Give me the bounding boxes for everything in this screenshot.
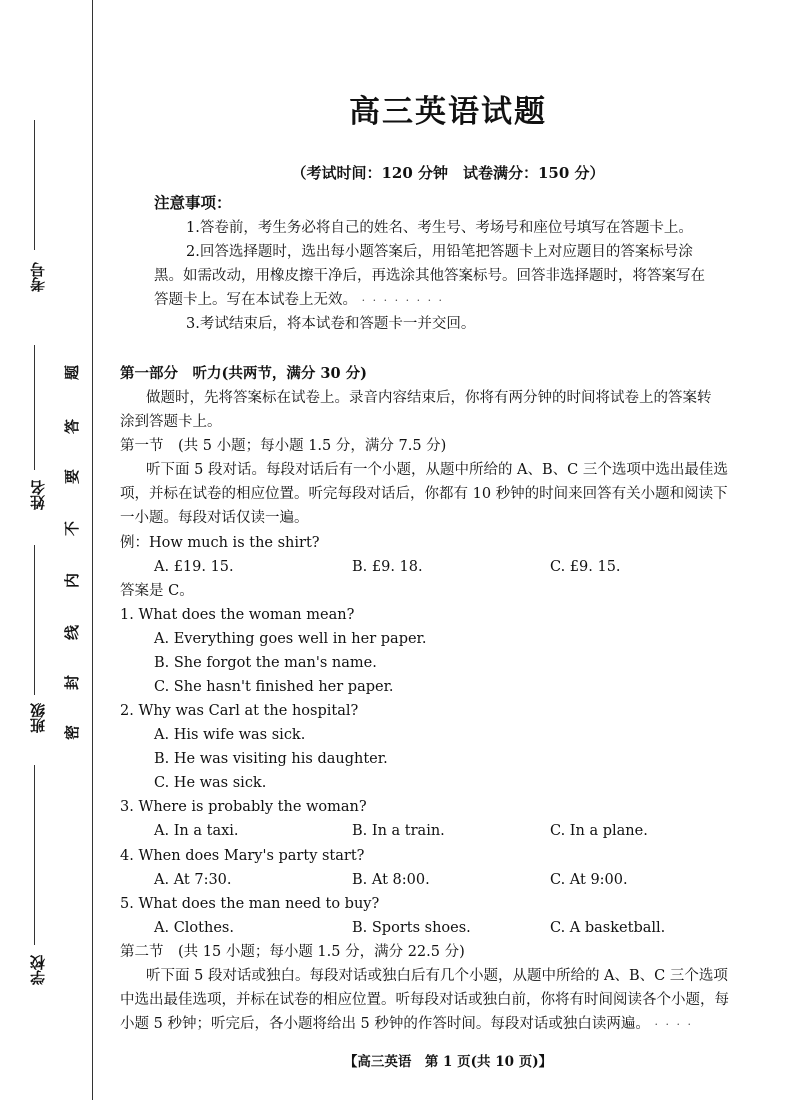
seal-char-3: 线	[63, 624, 82, 641]
seal-char-2: 封	[63, 674, 82, 691]
question-4: 4. When does Mary's party start?	[120, 848, 365, 864]
section1-intro-2: 项，并标在试卷的相应位置。听完每段对话后，你都有 10 秒钟的时间来回答有关小题和阅读下	[120, 486, 728, 502]
scan-smudge: · · · · · · · ·	[361, 294, 445, 307]
name-label: 姓名	[28, 480, 47, 510]
question-4-option-b: B. At 8:00.	[352, 872, 430, 888]
seal-char-6: 要	[63, 468, 82, 485]
question-2-option-b: B. He was visiting his daughter.	[154, 751, 388, 767]
example-option-a: A. £19. 15.	[154, 559, 234, 575]
part1-intro-1: 做题时，先将答案标在试卷上。录音内容结束后，你将有两分钟的时间将试卷上的答案转	[146, 390, 712, 406]
section1-heading: 第一节 (共 5 小题；每小题 1.5 分，满分 7.5 分)	[120, 438, 447, 454]
binding-field-class	[22, 703, 52, 737]
question-4-option-a: A. At 7:30.	[154, 872, 232, 888]
section2-heading: 第二节 (共 15 小题；每小题 1.5 分，满分 22.5 分)	[120, 944, 465, 960]
question-2-option-a: A. His wife was sick.	[154, 727, 306, 743]
question-1-option-b: B. She forgot the man's name.	[154, 655, 377, 671]
section1-intro-3: 一小题。每段对话仅读一遍。	[120, 510, 309, 526]
notice-line-3: 黑。如需改动，用橡皮擦干净后，再选涂其他答案标号。回答非选择题时，将答案写在	[154, 268, 705, 284]
question-3-option-b: B. In a train.	[352, 823, 445, 839]
part1-intro-2: 涂到答题卡上。	[120, 414, 222, 430]
seal-char-4: 内	[63, 572, 82, 589]
notice-line-5: 3.考试结束后，将本试卷和答题卡一并交回。	[186, 316, 476, 332]
notice-line-4: 答题卡上。写在本试卷上无效。 · · · · · · · ·	[154, 292, 445, 308]
section2-intro-3: 小题 5 秒钟；听完后，各小题将给出 5 秒钟的作答时间。每段对话或独白读两遍。 · · · ·	[120, 1016, 693, 1032]
example-answer: 答案是 C。	[120, 583, 194, 599]
example-option-b: B. £9. 18.	[352, 559, 423, 575]
question-3-option-c: C. In a plane.	[550, 823, 648, 839]
part1-heading: 第一部分 听力(共两节，满分 30 分)	[120, 365, 367, 382]
question-5-option-c: C. A basketball.	[550, 920, 666, 936]
seal-char-8: 题	[63, 364, 82, 381]
section1-intro-1: 听下面 5 段对话。每段对话后有一个小题，从题中所给的 A、B、C 三个选项中选出最佳选	[146, 462, 728, 478]
school-label: 学校	[28, 955, 47, 985]
page-footer: 【高三英语 第 1 页(共 10 页)】	[343, 1054, 553, 1070]
scan-smudge-2: · · · ·	[654, 1018, 693, 1031]
binding-line	[92, 0, 93, 1100]
question-4-option-c: C. At 9:00.	[550, 872, 628, 888]
exam-info: （考试时间：120 分钟 试卷满分：150 分）	[291, 164, 605, 182]
seal-char-7: 答	[63, 418, 82, 435]
seal-char-5: 不	[63, 520, 82, 537]
notice-line-2: 2.回答选择题时，选出每小题答案后，用铅笔把答题卡上对应题目的答案标号涂	[186, 244, 693, 260]
question-3-option-a: A. In a taxi.	[154, 823, 239, 839]
question-5-option-b: B. Sports shoes.	[352, 920, 471, 936]
binding-field-exam-number	[22, 262, 52, 296]
question-5-option-a: A. Clothes.	[154, 920, 234, 936]
example-option-c: C. £9. 15.	[550, 559, 621, 575]
question-5: 5. What does the man need to buy?	[120, 896, 380, 912]
example-question: 例：How much is the shirt?	[120, 535, 320, 551]
exam-number-label: 考号	[28, 262, 47, 292]
question-2-option-c: C. He was sick.	[154, 775, 267, 791]
section2-intro-1: 听下面 5 段对话或独白。每段对话或独白后有几个小题，从题中所给的 A、B、C 三个选项	[146, 968, 728, 984]
section2-intro-2: 中选出最佳选项，并标在试卷的相应位置。听每段对话或独白前，你将有时间阅读各个小题，每	[120, 992, 729, 1008]
class-label: 班级	[28, 703, 47, 733]
seal-char-1: 密	[63, 724, 82, 741]
question-1-option-c: C. She hasn't finished her paper.	[154, 679, 394, 695]
page-title: 高三英语试题	[349, 94, 547, 130]
question-3: 3. Where is probably the woman?	[120, 799, 367, 815]
question-1-option-a: A. Everything goes well in her paper.	[154, 631, 427, 647]
question-2: 2. Why was Carl at the hospital?	[120, 703, 359, 719]
binding-field-name	[22, 480, 52, 514]
notice-heading: 注意事项：	[154, 193, 232, 212]
binding-field-school	[22, 955, 52, 989]
question-1: 1. What does the woman mean?	[120, 607, 355, 623]
notice-line-1: 1.答卷前，考生务必将自己的姓名、考生号、考场号和座位号填写在答题卡上。	[186, 220, 693, 236]
